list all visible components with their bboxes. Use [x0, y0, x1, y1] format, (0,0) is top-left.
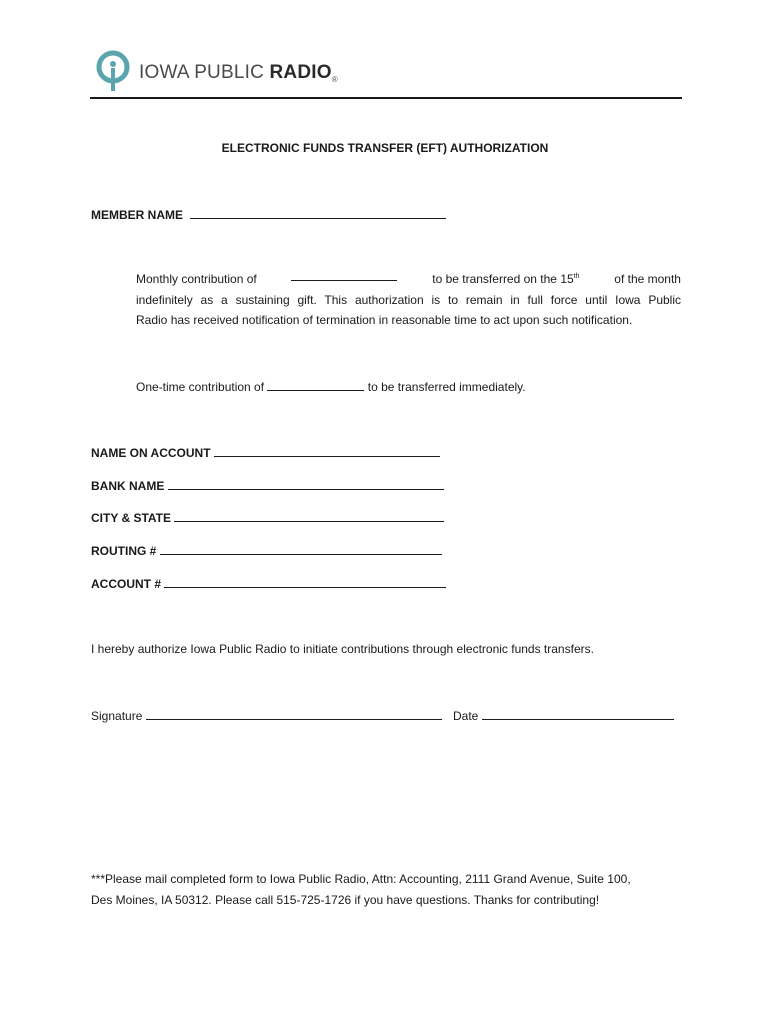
- monthly-line-1: [136, 269, 681, 290]
- registered-mark: ®: [331, 75, 338, 84]
- monthly-line-3: Radio has received notification of termination in reasonable time to act upon such notification.: [136, 313, 633, 327]
- account-number-field[interactable]: [164, 576, 446, 588]
- one-time-contribution-row: [136, 379, 526, 394]
- name-on-account-row: [91, 445, 440, 460]
- logo-text-light: IOWA PUBLIC: [139, 62, 265, 83]
- one-time-amount-field[interactable]: [267, 379, 364, 391]
- name-on-account-label: NAME ON ACCOUNT: [91, 446, 211, 460]
- mailing-line-2: Des Moines, IA 50312. Please call 515-725-1726 if you have questions. Thanks for contributing!: [91, 893, 600, 907]
- member-name-field[interactable]: [190, 207, 446, 219]
- name-on-account-field[interactable]: [214, 445, 440, 457]
- signature-row: [91, 708, 442, 723]
- one-time-text-1: One-time contribution of: [136, 380, 265, 394]
- monthly-amount-field[interactable]: [291, 269, 397, 281]
- monthly-line-2: indefinitely as a sustaining gift. This authorization is to remain in full force until Iowa Public: [136, 292, 681, 307]
- routing-field[interactable]: [160, 543, 442, 555]
- mailing-instructions: [91, 869, 691, 911]
- authorization-statement: I hereby authorize Iowa Public Radio to initiate contributions through electronic funds transfers.: [91, 642, 594, 656]
- date-field[interactable]: [482, 708, 674, 720]
- signature-label: Signature: [91, 709, 143, 723]
- monthly-text-3: of the month: [614, 272, 681, 286]
- logo-text-bold: RADIO: [269, 62, 332, 83]
- date-label: Date: [453, 709, 479, 723]
- one-time-text-2: to be transferred immediately.: [367, 380, 526, 394]
- header-divider: [90, 97, 682, 99]
- monthly-text-2: to be transferred on the 15: [432, 272, 574, 286]
- signature-field[interactable]: [146, 708, 442, 720]
- monthly-text-1: Monthly contribution of: [136, 272, 257, 286]
- radio-signal-icon: [95, 50, 131, 92]
- account-number-row: [91, 576, 446, 591]
- form-title: ELECTRONIC FUNDS TRANSFER (EFT) AUTHORIZATION: [221, 141, 549, 155]
- monthly-contribution-paragraph: [136, 269, 681, 331]
- date-row: [453, 708, 674, 723]
- city-state-label: CITY & STATE: [91, 511, 172, 525]
- city-state-field[interactable]: [174, 510, 444, 522]
- bank-name-field[interactable]: [168, 478, 444, 490]
- member-name-label: MEMBER NAME: [91, 208, 183, 222]
- city-state-row: [91, 510, 444, 525]
- logo-text: [139, 62, 338, 84]
- bank-name-row: [91, 478, 444, 493]
- routing-row: [91, 543, 442, 558]
- mailing-line-1: ***Please mail completed form to Iowa Public Radio, Attn: Accounting, 2111 Grand Avenue, Suite 100,: [91, 872, 631, 886]
- ordinal-suffix: th: [573, 273, 580, 280]
- bank-name-label: BANK NAME: [91, 479, 165, 493]
- routing-label: ROUTING #: [91, 544, 157, 558]
- member-name-row: [91, 207, 446, 222]
- account-number-label: ACCOUNT #: [91, 577, 162, 591]
- logo: [95, 50, 395, 98]
